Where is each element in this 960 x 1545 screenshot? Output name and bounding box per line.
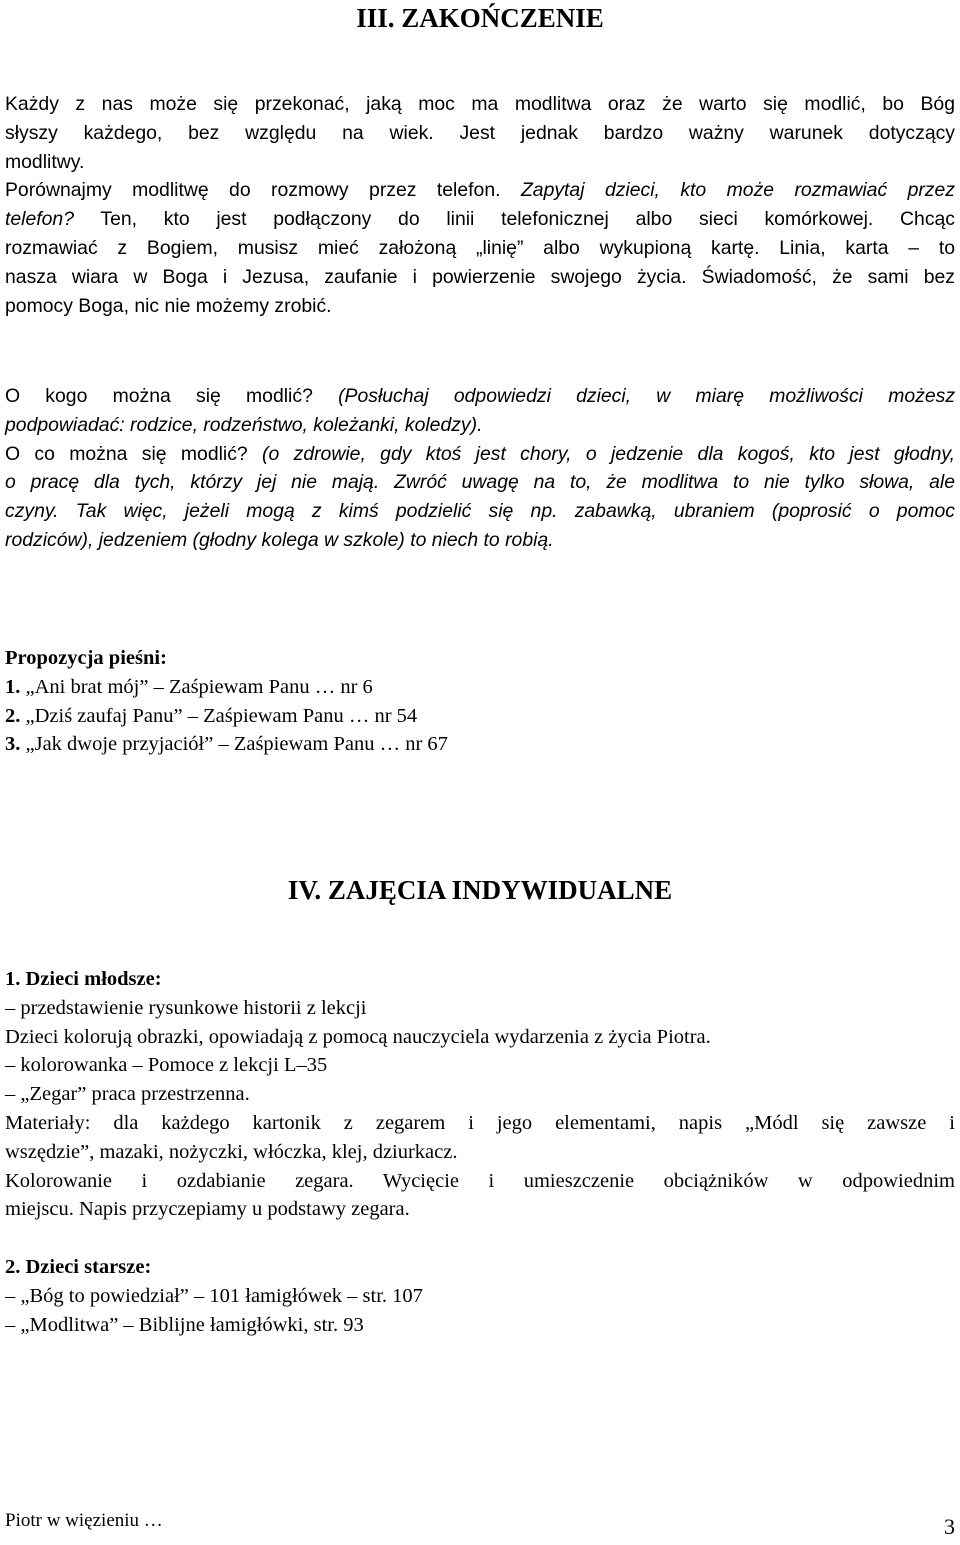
section-title-zajecia-indywidualne: IV. ZAJĘCIA INDYWIDUALNE xyxy=(287,875,673,905)
activity-line: – „Modlitwa” – Biblijne łamigłówki, str. 93 xyxy=(5,1313,364,1336)
paragraph-line xyxy=(5,526,955,555)
song-number: 3. xyxy=(5,733,21,756)
younger-children-section xyxy=(5,965,955,1224)
instructions-line: miejscu. Napis przyczepiamy u podstawy zegara. xyxy=(5,1198,410,1221)
question-text: O kogo można się modlić? xyxy=(5,385,313,407)
paragraph-line xyxy=(5,440,955,469)
paragraph-line xyxy=(5,176,955,205)
group-heading xyxy=(5,965,955,994)
song-item xyxy=(5,730,955,759)
teacher-instruction: Zapytaj dzieci, kto może rozmawiać przez xyxy=(520,179,955,202)
paragraph-text: Porównajmy modlitwę do rozmowy przez telefon. xyxy=(5,179,501,202)
activity-line: Dzieci kolorują obrazki, opowiadają z pomocą nauczyciela wydarzenia z życia Piotra. xyxy=(5,1025,711,1048)
song-title: „Dziś zaufaj Panu” – Zaśpiewam Panu … nr 54 xyxy=(25,704,418,727)
song-item xyxy=(5,702,955,731)
teacher-instruction: o pracę dla tych, którzy jej nie mają. Zwróć uwagę na to, że modlitwa to nie tylko słowa, ale xyxy=(5,471,955,494)
songs-section xyxy=(5,644,955,759)
group-heading xyxy=(5,1253,955,1282)
teacher-instruction: (o zdrowie, gdy ktoś jest chory, o jedzenie dla kogoś, kto jest głodny, xyxy=(262,442,956,465)
song-title: „Ani brat mój” – Zaśpiewam Panu … nr 6 xyxy=(25,675,373,698)
teacher-instruction: telefon? xyxy=(5,208,75,231)
paragraph-line: pomocy Boga, nic nie możemy zrobić. xyxy=(5,294,332,317)
paragraph-line: nasza wiara w Boga i Jezusa, zaufanie i powierzenie swojego życia. Świadomość, że sami bez xyxy=(5,265,955,288)
paragraph-line: modlitwy. xyxy=(5,150,85,173)
paragraph-line: Każdy z nas może się przekonać, jaką moc ma modlitwa oraz że warto się modlić, bo Bóg xyxy=(5,93,955,115)
older-children-section xyxy=(5,1253,955,1339)
materials-line: Materiały: dla każdego kartonik z zegarem i jego elementami, napis „Módl się zawsze i xyxy=(5,1111,955,1134)
songs-heading xyxy=(5,644,955,673)
teacher-instruction: podpowiadać: rodzice, rodzeństwo, koleżanki, koledzy). xyxy=(5,413,483,436)
group-heading-text: 2. Dzieci starsze: xyxy=(5,1256,152,1278)
song-number: 2. xyxy=(5,704,21,727)
instructions-line: Kolorowanie i ozdabianie zegara. Wycięcie i umieszczenie obciążników w odpowiednim xyxy=(5,1169,955,1192)
teacher-instruction: zabawką, ubraniem (poprosić o pomoc xyxy=(574,500,956,523)
paragraph-line xyxy=(5,497,955,526)
paragraph-line xyxy=(5,411,955,440)
materials-line: wszędzie”, mazaki, nożyczki, włóczka, klej, dziurkacz. xyxy=(5,1140,458,1163)
paragraph-line xyxy=(5,205,955,234)
song-number: 1. xyxy=(5,675,21,698)
teacher-instruction: (Posłuchaj odpowiedzi dzieci, w miarę możliwości możesz xyxy=(338,385,956,407)
song-title: „Jak dwoje przyjaciół” – Zaśpiewam Panu … nr 67 xyxy=(25,733,448,756)
prayer-questions-paragraph xyxy=(5,382,955,555)
group-heading-number: 1. xyxy=(5,968,21,990)
paragraph-line xyxy=(5,468,955,497)
section-title-zakonczenie: III. ZAKOŃCZENIE xyxy=(356,3,604,33)
footer-lesson-title: Piotr w więzieniu … xyxy=(5,1510,163,1531)
page-number: 3 xyxy=(944,1514,955,1539)
activity-line: – „Zegar” praca przestrzenna. xyxy=(5,1083,250,1106)
paragraph-line: słyszy każdego, bez względu na wiek. Jest jednak bardzo ważny warunek dotyczący xyxy=(5,121,955,144)
teacher-instruction: czyny. Tak więc, jeżeli mogą z kimś podzielić się np. xyxy=(5,500,558,523)
teacher-instruction: rodziców), jedzeniem (głodny kolega w szkole) to niech to robią. xyxy=(5,528,554,551)
paragraph-line xyxy=(5,382,955,411)
intro-paragraph xyxy=(5,90,955,320)
activity-line: – „Bóg to powiedział” – 101 łamigłówek – str. 107 xyxy=(5,1284,423,1307)
group-heading-text: Dzieci młodsze: xyxy=(25,968,162,990)
paragraph-line: rozmawiać z Bogiem, musisz mieć założoną „linię” albo wykupioną kartę. Linia, karta – to xyxy=(5,236,955,259)
songs-heading-text: Propozycja pieśni: xyxy=(5,647,167,669)
activity-line: – przedstawienie rysunkowe historii z lekcji xyxy=(5,996,367,1019)
activity-line: – kolorowanka – Pomoce z lekcji L–35 xyxy=(5,1054,328,1077)
question-text: O co można się modlić? xyxy=(5,442,248,465)
paragraph-text: Ten, kto jest podłączony do linii telefonicznej albo sieci komórkowej. Chcąc xyxy=(100,208,955,231)
song-item xyxy=(5,673,955,702)
